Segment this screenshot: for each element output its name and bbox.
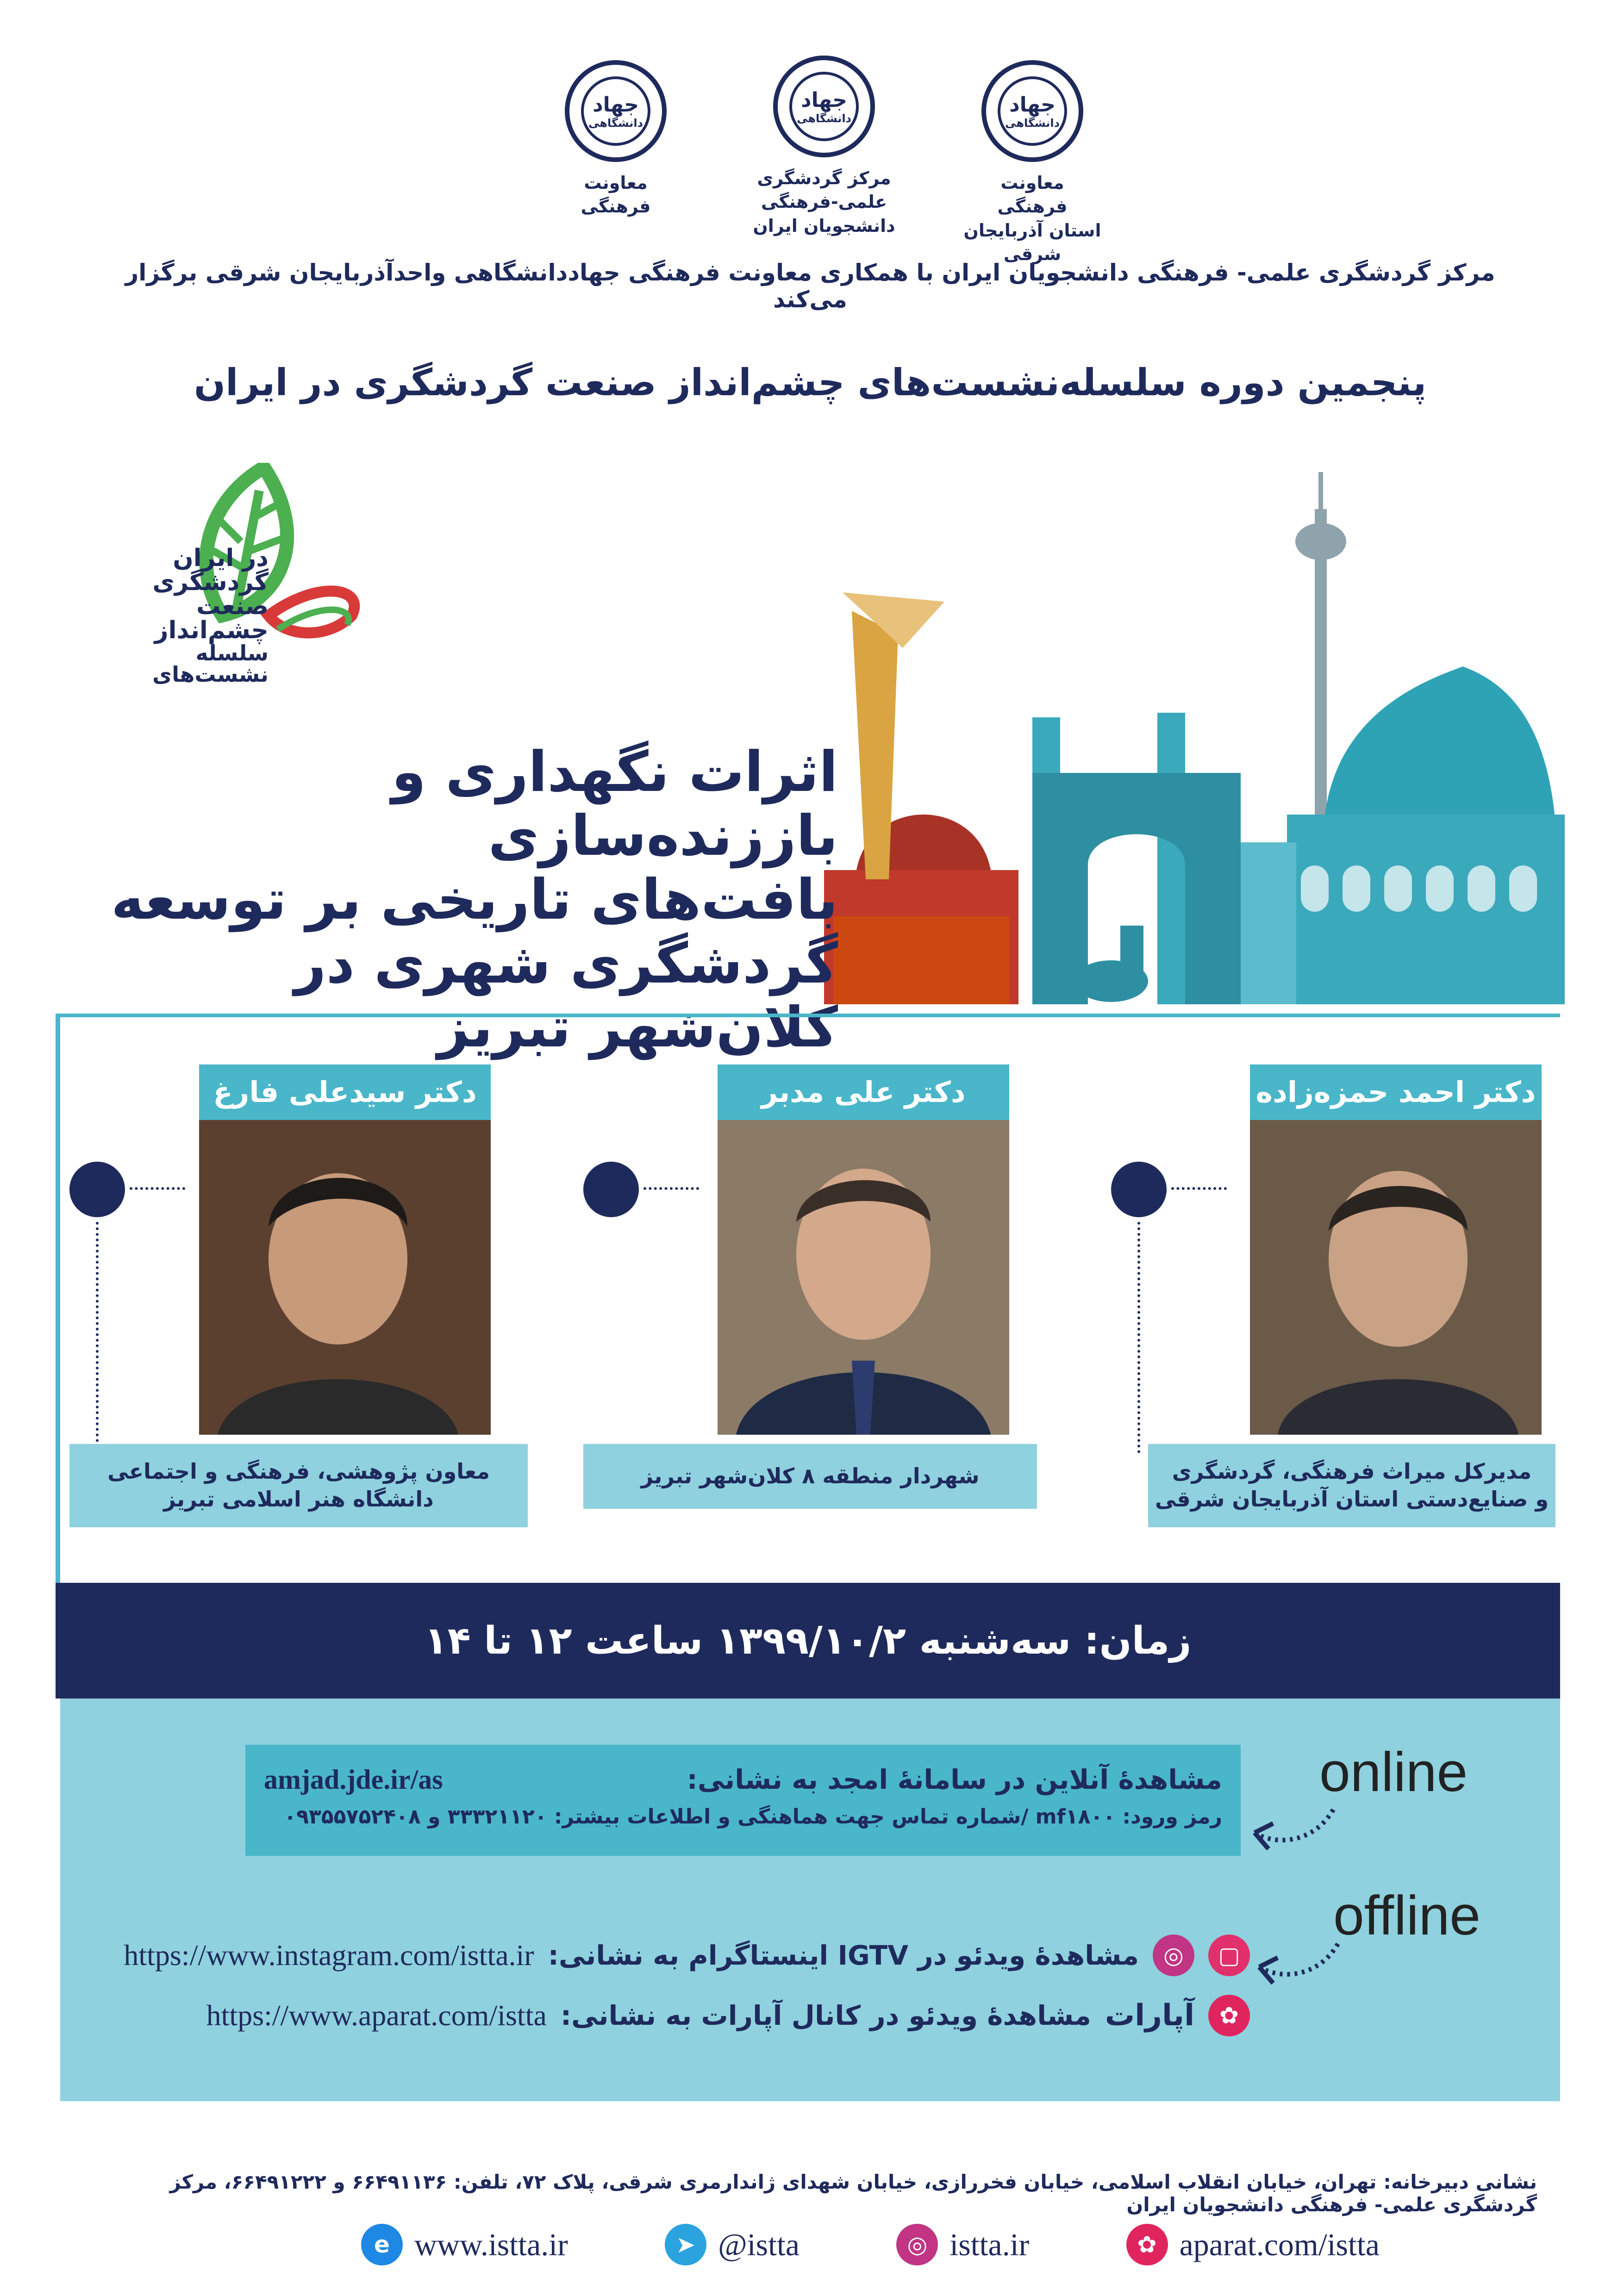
dotted-connector bbox=[643, 1187, 699, 1190]
aparat-text: مشاهدهٔ ویدئو در کانال آپارات به نشانی: bbox=[560, 2000, 1091, 2031]
speaker-name: دکتر سیدعلی فارغ bbox=[199, 1064, 491, 1120]
footer-address: نشانی دبیرخانه: تهران، خیابان انقلاب اسلامی، خیابان فخررازی، خیابان شهدای ژاندارمری شرقی، پلاک ۷۲، تلفن: ۶۶۴۹۱۱۳۶ و ۶۶۴۹۱۲۲۲، مرکز گردشگری علمی- فرهنگی دانشجویان ایران bbox=[169, 2171, 1537, 2216]
browser-icon: e bbox=[361, 2224, 403, 2265]
main-title-line-1: اثرات نگهداری و باززنده‌سازی bbox=[391, 740, 838, 868]
dotted-connector bbox=[96, 1222, 99, 1453]
offline-label: offline bbox=[1333, 1885, 1481, 1947]
speaker-photo bbox=[199, 1120, 491, 1435]
instagram-url-link[interactable]: https://www.instagram.com/istta.ir bbox=[124, 1939, 534, 1972]
aparat-link[interactable]: aparat.com/istta bbox=[1179, 2227, 1380, 2262]
aparat-brand: آپارات bbox=[1105, 1998, 1194, 2033]
logo-caption: معاونت فرهنگی bbox=[581, 173, 651, 217]
speaker-card bbox=[69, 1064, 528, 1537]
speaker-photo bbox=[1250, 1120, 1542, 1435]
instagram-icon: ◎ bbox=[1153, 1935, 1194, 1976]
speaker-role: مدیرکل میراث فرهنگی، گردشگری و صنایع‌دستی استان آذربایجان شرقی bbox=[1148, 1444, 1555, 1527]
arrow-icon bbox=[1245, 1800, 1338, 1858]
instagram-link[interactable]: istta.ir bbox=[949, 2227, 1030, 2262]
skyline-illustration bbox=[824, 472, 1565, 1004]
speaker-card bbox=[1111, 1064, 1549, 1537]
instagram-icon: ◎ bbox=[896, 2224, 938, 2265]
igtv-icon: ▢ bbox=[1208, 1935, 1250, 1976]
footer-aparat[interactable] bbox=[1126, 2224, 1380, 2265]
dotted-connector bbox=[1137, 1222, 1140, 1453]
logo-group bbox=[546, 60, 1102, 264]
timeline-dot bbox=[69, 1162, 125, 1217]
logo-jahad-azarbaijan bbox=[963, 60, 1102, 266]
speaker-name: دکتر علی مدبر bbox=[718, 1064, 1009, 1120]
main-title bbox=[51, 740, 838, 1060]
main-title-line-3: گردشگری شهری در کلان‌شهر تبریز bbox=[294, 932, 838, 1060]
logo-caption: مرکز گردشگری علمی-فرهنگی دانشجویان ایران bbox=[753, 168, 895, 236]
speaker-card bbox=[583, 1064, 1037, 1537]
logo-istta bbox=[736, 56, 912, 238]
online-password-line: رمز ورود: mf۱۸۰۰ /شماره تماس جهت هماهنگی و اطلاعات بیشتر: ۳۳۳۲۱۱۲۰ و ۰۹۳۵۵۷۵۲۴۰۸ bbox=[284, 1805, 1222, 1829]
online-text: مشاهدهٔ آنلاین در سامانهٔ امجد به نشانی: bbox=[687, 1764, 1222, 1795]
timeline-dot bbox=[1111, 1162, 1167, 1217]
timeline-dot bbox=[583, 1162, 639, 1217]
logo-caption: معاونت فرهنگی استان آذربایجان شرقی bbox=[963, 173, 1101, 264]
arrow-icon bbox=[1250, 1935, 1343, 1992]
instagram-row bbox=[69, 1930, 1250, 1981]
jahad-emblem-icon: جهاد دانشگاهی bbox=[773, 56, 875, 157]
online-url-link[interactable]: amjad.jde.ir/as bbox=[264, 1764, 443, 1795]
telegram-link[interactable]: @istta bbox=[718, 2227, 800, 2262]
logo-jahad-culture bbox=[546, 60, 685, 219]
speaker-photo bbox=[718, 1120, 1009, 1435]
instagram-text: مشاهدهٔ ویدئو در IGTV اینستاگرام به نشانی: bbox=[548, 1940, 1139, 1971]
footer-socials bbox=[361, 2217, 1380, 2272]
aparat-url-link[interactable]: https://www.aparat.com/istta bbox=[206, 1999, 547, 2032]
aparat-row bbox=[69, 1990, 1250, 2041]
online-label: online bbox=[1319, 1741, 1468, 1803]
speaker-role: شهردار منطقه ۸ کلان‌شهر تبریز bbox=[583, 1444, 1037, 1509]
series-logo bbox=[69, 463, 394, 703]
footer-web[interactable] bbox=[361, 2224, 568, 2265]
dotted-connector bbox=[130, 1187, 185, 1190]
aparat-icon: ✿ bbox=[1126, 2224, 1168, 2265]
footer-instagram[interactable] bbox=[896, 2224, 1029, 2265]
dotted-connector bbox=[1171, 1187, 1227, 1190]
series-logo-text: در ایران گردشگری صنعت چشم‌انداز سلسله نشست‌های bbox=[152, 544, 269, 687]
time-bar: زمان: سه‌شنبه ۱۳۹۹/۱۰/۲ ساعت ۱۲ تا ۱۴ bbox=[56, 1583, 1560, 1699]
speaker-role: معاون پژوهشی، فرهنگی و اجتماعی دانشگاه هنر اسلامی تبریز bbox=[69, 1444, 528, 1527]
online-box bbox=[245, 1745, 1241, 1856]
main-title-line-2: بافت‌های تاریخی بر توسعه bbox=[111, 868, 838, 932]
speaker-name: دکتر احمد حمزه‌زاده bbox=[1250, 1064, 1542, 1120]
organizer-line: مرکز گردشگری علمی- فرهنگی دانشجویان ایران با همکاری معاونت فرهنگی جهاددانشگاهی واحدآذربایجان شرقی برگزار می‌کند bbox=[125, 259, 1495, 313]
jahad-emblem-icon: جهاد دانشگاهی bbox=[565, 60, 667, 162]
web-link[interactable]: www.istta.ir bbox=[414, 2227, 568, 2262]
series-title: پنجمین دوره سلسله‌نشست‌های چشم‌انداز صنعت گردشگری در ایران bbox=[194, 361, 1427, 404]
telegram-icon: ➤ bbox=[665, 2224, 706, 2265]
aparat-icon: ✿ bbox=[1208, 1995, 1250, 2036]
footer-telegram[interactable] bbox=[665, 2224, 800, 2265]
jahad-emblem-icon: جهاد دانشگاهی bbox=[981, 60, 1083, 162]
